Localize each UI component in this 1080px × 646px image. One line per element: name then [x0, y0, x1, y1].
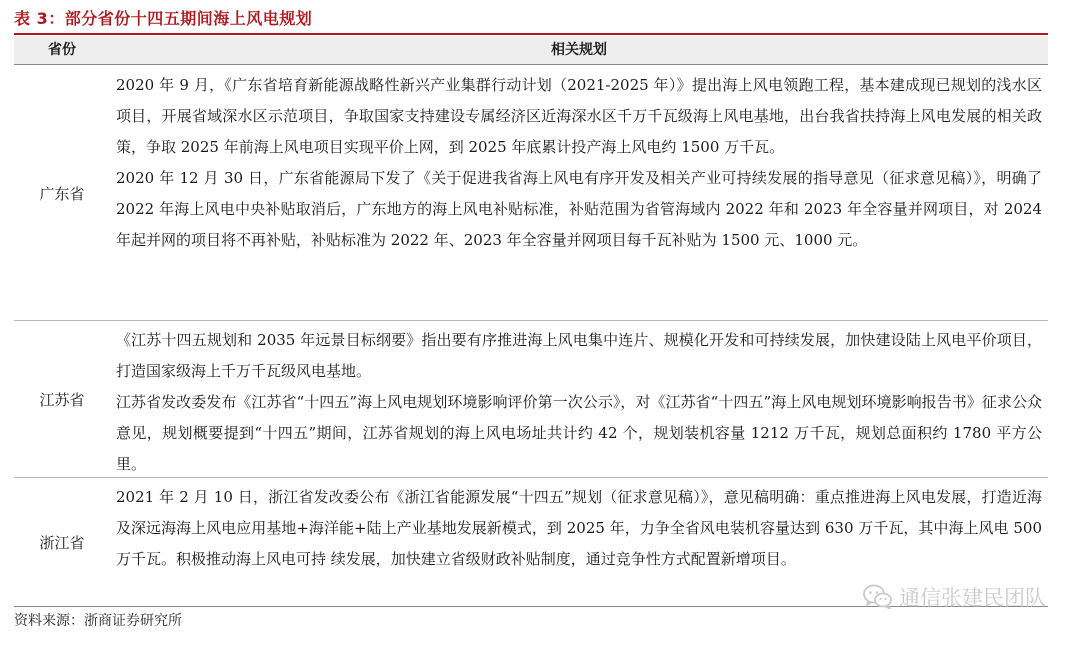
- header-plan: 相关规划: [551, 42, 607, 58]
- source-note: 资料来源：浙商证券研究所: [14, 613, 182, 629]
- province-cell: 浙江省: [39, 533, 85, 552]
- plan-paragraph: 2020 年 9 月，《广东省培育新能源战略性新兴产业集群行动计划（2021-2025 年）》提出海上风电领跑工程，基本建成现已规划的浅水区项目，开展省域深水区示范项目，争取国家支持建设专属经济区近海深水区千万千瓦级海上风电基地，出台我省扶持海上风电发展的相关政策，争取 2025 年前海上风电项目实现平价上网，到 2025 年底累计投产海上风电约 1500 万千瓦。: [116, 76, 1042, 156]
- province-cell: 江苏省: [39, 390, 85, 409]
- plan-cell: [116, 325, 1042, 480]
- watermark-text: 通信张建民团队: [899, 586, 1046, 610]
- plan-paragraph: 2021 年 2 月 10 日，浙江省发改委公布《浙江省能源发展“十四五”规划（征求意见稿）》，意见稿明确：重点推进海上风电发展，打造近海及深远海海上风电应用基地+海洋能+陆上产业基地发展新模式，到 2025 年，力争全省风电装机容量达到 630 万千瓦，其中海上风电 500 万千瓦。积极推动海上风电可持 续发展，加快建立省级财政补贴制度，通过竞争性方式配置新增项目。: [116, 488, 1042, 568]
- plan-paragraph: 2020 年 12 月 30 日，广东省能源局下发了《关于促进我省海上风电有序开发及相关产业可持续发展的指导意见（征求意见稿）》，明确了 2022 年海上风电中央补贴取消后，广东地方的海上风电补贴标准，补贴范围为省管海域内 2022 年和 2023 年全容量并网项目，对 2024 年起并网的项目将不再补贴，补贴标准为 2022 年、2023 年全容量并网项目每千瓦补贴为 1500 元、1000 元。: [116, 169, 1042, 249]
- table-header: [14, 36, 1048, 65]
- table-title: 表 3：部分省份十四五期间海上风电规划: [14, 9, 313, 28]
- plan-paragraph: 江苏省发改委发布《江苏省“十四五”海上风电规划环境影响评价第一次公示》，对《江苏省“十四五”海上风电规划环境影响报告书》征求公众意见，规划概要提到“十四五”期间，江苏省规划的海上风电场址共计约 42 个，规划装机容量 1212 万千瓦，规划总面积约 1780 平方公里。: [116, 393, 1042, 473]
- wechat-icon: [863, 584, 893, 610]
- table-top-rule: [14, 33, 1048, 35]
- table-row-guangdong: [14, 66, 1048, 320]
- table-row-jiangsu: [14, 321, 1048, 477]
- header-province: 省份: [48, 42, 76, 58]
- plan-cell: [116, 482, 1042, 575]
- plan-paragraph: 《江苏十四五规划和 2035 年远景目标纲要》指出要有序推进海上风电集中连片、规模化开发和可持续发展，加快建设陆上风电平价项目，打造国家级海上千万千瓦级风电基地。: [116, 331, 1042, 380]
- plan-cell: [116, 70, 1042, 256]
- watermark: [863, 582, 1046, 612]
- province-cell: 广东省: [39, 184, 85, 203]
